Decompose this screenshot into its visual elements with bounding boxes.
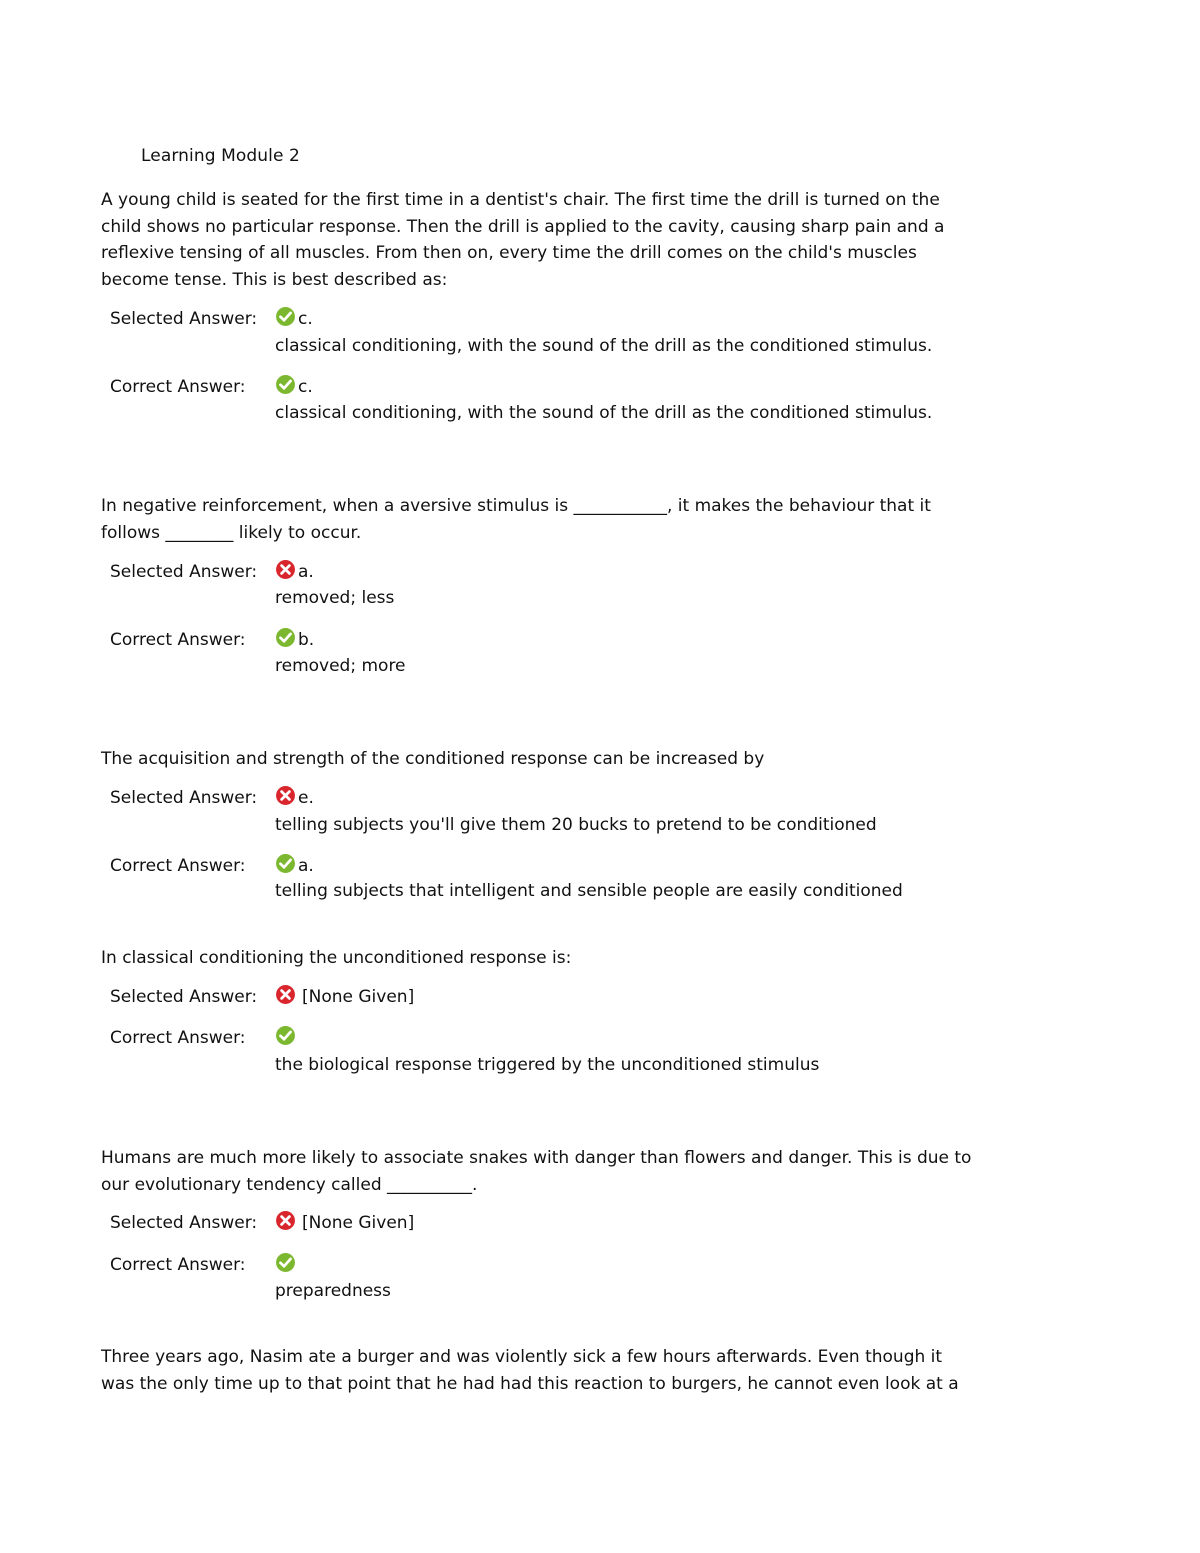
question-1 [101,187,1001,293]
selected-answer [275,560,314,584]
question-text-line: The acquisition and strength of the conditioned response can be increased by [101,749,765,769]
answer-value: [None Given] [302,1213,415,1233]
cross-icon [275,1210,296,1231]
correct-answer-label: Correct Answer: [110,630,246,650]
answer-value: [None Given] [302,987,415,1007]
selected-answer-label: Selected Answer: [110,309,258,329]
answer-letter: a. [298,856,314,876]
question-text-line: A young child is seated for the first time in a dentist's chair. The first time the drill is turned on the [101,190,940,210]
check-icon [275,1252,296,1273]
selected-answer-text: telling subjects you'll give them 20 bucks to pretend to be conditioned [275,815,877,835]
selected-answer-text: classical conditioning, with the sound of the drill as the conditioned stimulus. [275,336,933,356]
answer-letter: a. [298,562,314,582]
correct-answer [275,1026,298,1050]
question-text-line: reflexive tensing of all muscles. From then on, every time the drill comes on the child's muscles [101,243,917,263]
cross-icon [275,785,296,806]
check-icon [275,306,296,327]
correct-answer [275,1253,298,1277]
correct-answer-label: Correct Answer: [110,856,246,876]
correct-answer-text: telling subjects that intelligent and sensible people are easily conditioned [275,881,903,901]
question-6 [101,1344,1001,1397]
selected-answer-text: removed; less [275,588,395,608]
check-icon [275,374,296,395]
correct-answer-label: Correct Answer: [110,377,246,397]
page-title: Learning Module 2 [141,146,300,166]
question-5 [101,1145,1001,1198]
question-text-line: In negative reinforcement, when a aversive stimulus is ___________, it makes the behaviour that it [101,496,931,516]
question-text-line: follows ________ likely to occur. [101,522,362,543]
question-text-line: Three years ago, Nasim ate a burger and was violently sick a few hours afterwards. Even though it [101,1347,943,1367]
answer-letter: e. [298,788,314,808]
selected-answer [275,786,314,810]
question-text-line: our evolutionary tendency called __________. [101,1174,478,1195]
answer-letter: b. [298,630,315,650]
question-text-line: In classical conditioning the unconditioned response is: [101,948,572,968]
question-4 [101,945,1001,972]
selected-answer [275,985,414,1009]
question-3 [101,746,1001,773]
check-icon [275,853,296,874]
selected-answer-label: Selected Answer: [110,1213,258,1233]
correct-answer [275,854,314,878]
selected-answer-label: Selected Answer: [110,987,258,1007]
cross-icon [275,984,296,1005]
question-text-line: was the only time up to that point that he had had this reaction to burgers, he cannot even look at a [101,1373,959,1394]
cross-icon [275,559,296,580]
correct-answer-text: removed; more [275,656,406,676]
answer-letter: c. [298,309,313,329]
selected-answer-label: Selected Answer: [110,562,258,582]
correct-answer [275,628,314,652]
question-text-line: Humans are much more likely to associate snakes with danger than flowers and danger. This is due to [101,1148,972,1168]
correct-answer-label: Correct Answer: [110,1028,246,1048]
check-icon [275,1025,296,1046]
correct-answer-text: classical conditioning, with the sound of the drill as the conditioned stimulus. [275,403,933,423]
selected-answer-label: Selected Answer: [110,788,258,808]
correct-answer-label: Correct Answer: [110,1255,246,1275]
question-2 [101,493,1001,546]
selected-answer [275,307,313,331]
question-text-line: child shows no particular response. Then the drill is applied to the cavity, causing sharp pain and a [101,216,945,237]
correct-answer-text: the biological response triggered by the unconditioned stimulus [275,1055,820,1075]
correct-answer [275,375,313,399]
correct-answer-text: preparedness [275,1281,391,1301]
question-text-line: become tense. This is best described as: [101,269,448,290]
answer-letter: c. [298,377,313,397]
selected-answer [275,1211,414,1235]
check-icon [275,627,296,648]
